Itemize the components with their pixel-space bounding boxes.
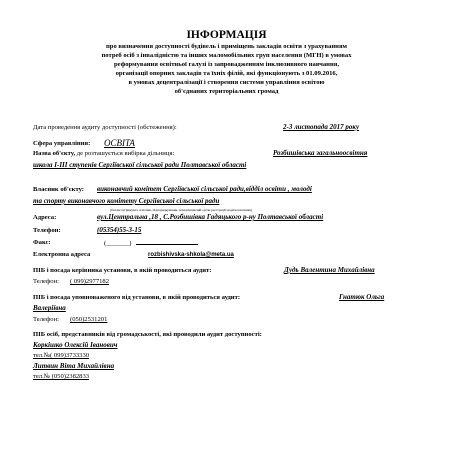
sphere-label: Сфера управління: — [33, 140, 91, 147]
fax-label: Факс: — [33, 239, 51, 246]
authorized-value-line1: Гнатюк Ольга — [339, 293, 385, 301]
page-title: ІНФОРМАЦІЯ — [186, 29, 267, 41]
phone-value: (05354)55-3-15 — [97, 226, 142, 234]
subtitle-line: потреб осіб з інвалідністю та інших маломобільних груп населення (МГН) в умовах — [101, 52, 352, 59]
subtitle-line: про визначення доступності будівель і приміщень закладів освіти з урахуванням — [105, 43, 347, 50]
address-value: вул.Центральна ,18 , С.Розбишівка Гадяцького р-ну Полтавської області — [97, 213, 324, 221]
community-person2: Литвин Віта Михайлівна — [33, 362, 115, 370]
subtitle-line: в умовах децентралізації і створення системи управління освітою — [128, 79, 325, 86]
email-value: rozbishivska-shkola@meta.ua — [148, 252, 234, 258]
authorized-phone-value: (050)2531201 — [70, 316, 108, 323]
subtitle-line: реформування освітньої галузі із запровадженням інклюзивного навчання, — [114, 61, 339, 68]
head-label: ПІБ і посада керівника установи, в якій проводиться аудит: — [33, 267, 212, 274]
sphere-value: ОСВІТА — [104, 138, 135, 148]
community-phone1: тел.№( 099)3733330 — [33, 352, 90, 359]
owner-value-line2: та спорту виконавчого комітету Сергіївської сільської ради — [33, 197, 220, 205]
audit-date-value: 2-3 листопада 2017 року — [283, 123, 360, 131]
address-label: Адреса: — [33, 214, 57, 221]
object-value-line1: Розбишівська загальноосвітня — [273, 149, 368, 157]
phone-label: Телефон: — [33, 227, 61, 234]
fax-code: (_______) — [104, 240, 132, 247]
fax-number-line — [136, 239, 198, 245]
community-person1: Коркішко Олексій Іванович — [33, 341, 118, 349]
head-phone-value: ( 099)2977182 — [70, 278, 110, 285]
owner-label: Власник об'єкту: — [33, 186, 84, 193]
head-value: Дудь Валентина Михайлівна — [284, 266, 375, 274]
object-label — [33, 151, 174, 158]
object-value-line2: школа І-ІІІ ступенів Сергіївської сільської ради Полтавської області — [33, 161, 247, 169]
authorized-label: ПІБ і посада уповноваженого від установи, в якій проводиться аудит: — [33, 294, 241, 301]
fax-value — [104, 239, 198, 248]
owner-note: (балансоутримувач, власник, підпорядкування, повідомляючий орган реєстрації податкоплатника) — [110, 208, 253, 212]
audit-date-label: Дата проведення аудиту доступності (обстеження): — [33, 124, 177, 131]
object-label-bold: Назва об'єкту, — [33, 150, 76, 157]
owner-value-line1: виконавчий комітет Сергіївської сільської ради,відділ освіти , молоді — [97, 185, 312, 193]
email-label: Електронна адреса — [33, 251, 91, 258]
authorized-phone-label: Телефон: — [33, 316, 59, 323]
community-label: ПІБ осіб, представників від громадськості, які проводили аудит доступності: — [33, 331, 262, 338]
subtitle-line: об'єднаних територіальних громад — [174, 88, 279, 95]
community-phone2: тел.№ (050)2382833 — [33, 373, 90, 380]
object-label-rest: де розташується вибірка дільниця: — [76, 150, 175, 157]
head-phone-label: Телефон: — [33, 278, 59, 285]
subtitle-line: організації опорних закладів та їхніх філій, які функціонують з 01.09.2016, — [115, 70, 338, 77]
authorized-value-line2: Валеріївна — [33, 304, 66, 312]
